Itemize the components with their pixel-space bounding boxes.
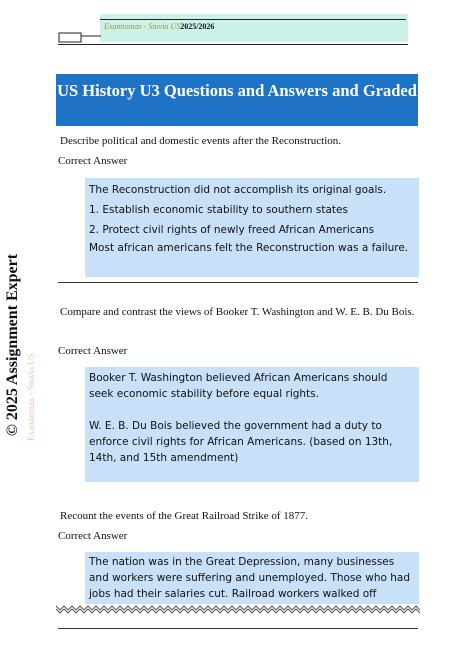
- answer-1-line-3: 2. Protect civil rights of newly freed African Americans: [89, 224, 375, 236]
- answer-1-line-1: The Reconstruction did not accomplish its original goals.: [89, 184, 387, 196]
- answer-2-para-2: W. E. B. Du Bois believed the government had a duty to enforce civil rights for African Americans. (based on 13th, 14th, and 15th amendment): [89, 420, 393, 464]
- question-1-text: Describe political and domestic events after the Reconstruction.: [60, 135, 342, 147]
- header-year: 2025/2026: [180, 22, 215, 31]
- page-title: US History U3 Questions and Answers and Graded: [56, 74, 418, 126]
- side-watermark: [1, 240, 36, 460]
- question-3-text: Recount the events of the Great Railroad Strike of 1877.: [60, 510, 309, 522]
- header-site: Examtomax - Stuvia US: [104, 22, 181, 31]
- header-top-rule: [100, 19, 406, 20]
- answer-3-para-1: The nation was in the Great Depression, many businesses and workers were suffering and unemployed. Those who had jobs had their salaries cut. Railroad workers walked off: [89, 556, 410, 600]
- answer-1-line-2: 1. Establish economic stability to southern states: [89, 204, 348, 216]
- question-3-answer: [85, 552, 419, 604]
- question-1-answer-label: Correct Answer: [58, 155, 128, 167]
- divider-1: [58, 282, 418, 283]
- question-2-text: Compare and contrast the views of Booker T. Washington and W. E. B. Du Bois.: [60, 306, 415, 318]
- question-2-answer-label: Correct Answer: [58, 345, 128, 357]
- question-2-answer: [85, 367, 419, 482]
- question-1-answer: [85, 178, 419, 277]
- side-watermark-text: © 2025 Assignment Expert: [4, 253, 21, 437]
- answer-1-line-4: Most african americans felt the Reconstruction was a failure.: [89, 242, 409, 254]
- torn-edge-divider: [56, 603, 420, 615]
- side-watermark-faint: Examtomax - Stuvia US: [26, 353, 36, 441]
- header-bottom-rule: [58, 44, 408, 45]
- answer-2-para-1: Booker T. Washington believed African Americans should seek economic stability before equal rights.: [89, 372, 388, 400]
- header-text: [104, 22, 214, 31]
- divider-bottom: [58, 628, 418, 629]
- header-hook-icon: [58, 32, 102, 44]
- question-3-answer-label: Correct Answer: [58, 530, 128, 542]
